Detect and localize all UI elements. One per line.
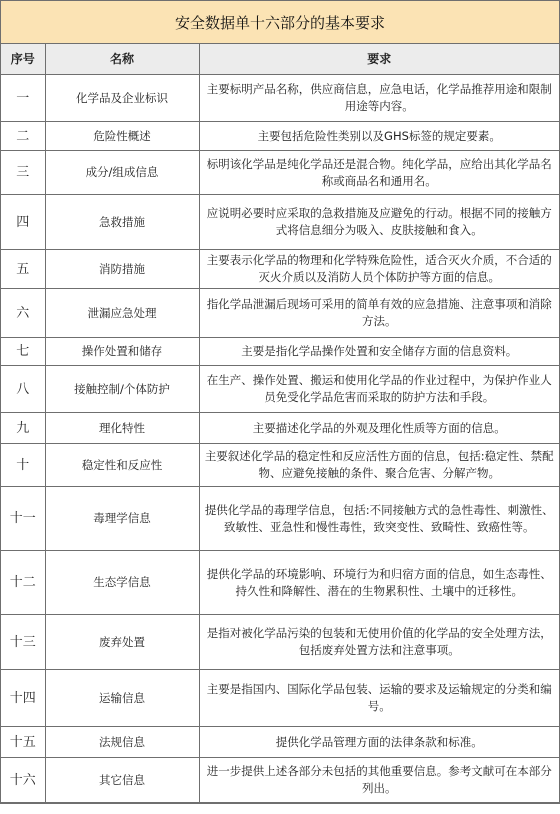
row-name: 泄漏应急处理 xyxy=(45,289,199,338)
row-requirement: 在生产、操作处置、搬运和使用化学品的作业过程中，为保护作业人员免受化学品危害而采取的防护方法和手段。 xyxy=(199,366,559,413)
sds-table xyxy=(1,44,559,803)
row-index: 十四 xyxy=(1,670,45,727)
row-requirement: 主要描述化学品的外观及理化性质等方面的信息。 xyxy=(199,413,559,444)
row-index: 十三 xyxy=(1,615,45,670)
row-requirement: 主要叙述化学品的稳定性和反应活性方面的信息，包括:稳定性、禁配物、应避免接触的条件、聚合危害、分解产物。 xyxy=(199,444,559,487)
row-index: 二 xyxy=(1,122,45,151)
row-name: 毒理学信息 xyxy=(45,487,199,551)
row-requirement: 进一步提供上述各部分未包括的其他重要信息。参考文献可在本部分列出。 xyxy=(199,758,559,803)
table-row xyxy=(1,250,559,289)
table-row xyxy=(1,75,559,122)
table-row xyxy=(1,551,559,615)
row-index: 十 xyxy=(1,444,45,487)
table-row xyxy=(1,366,559,413)
row-requirement: 主要包括危险性类别以及GHS标签的规定要素。 xyxy=(199,122,559,151)
header-index: 序号 xyxy=(1,44,45,75)
row-name: 法规信息 xyxy=(45,727,199,758)
table-row xyxy=(1,615,559,670)
row-name: 生态学信息 xyxy=(45,551,199,615)
header-row xyxy=(1,44,559,75)
row-index: 九 xyxy=(1,413,45,444)
table-row xyxy=(1,487,559,551)
row-name: 操作处置和储存 xyxy=(45,338,199,366)
row-requirement: 提供化学品的环境影响、环境行为和归宿方面的信息，如生态毒性、持久性和降解性、潜在的生物累积性、土壤中的迁移性。 xyxy=(199,551,559,615)
row-index: 六 xyxy=(1,289,45,338)
table-row xyxy=(1,413,559,444)
row-name: 运输信息 xyxy=(45,670,199,727)
row-index: 八 xyxy=(1,366,45,413)
row-requirement: 应说明必要时应采取的急救措施及应避免的行动。根据不同的接触方式将信息细分为吸入、皮肤接触和食入。 xyxy=(199,195,559,250)
row-name: 其它信息 xyxy=(45,758,199,803)
row-name: 理化特性 xyxy=(45,413,199,444)
table-row xyxy=(1,338,559,366)
row-index: 十五 xyxy=(1,727,45,758)
row-requirement: 提供化学品的毒理学信息，包括:不同接触方式的急性毒性、刺激性、致敏性、亚急性和慢性毒性，致突变性、致畸性、致癌性等。 xyxy=(199,487,559,551)
header-requirement: 要求 xyxy=(199,44,559,75)
row-requirement: 是指对被化学品污染的包装和无使用价值的化学品的安全处理方法，包括废弃处置方法和注意事项。 xyxy=(199,615,559,670)
table-row xyxy=(1,122,559,151)
row-index: 十二 xyxy=(1,551,45,615)
row-requirement: 标明该化学品是纯化学品还是混合物。纯化学品，应给出其化学品名称或商品名和通用名。 xyxy=(199,151,559,195)
row-index: 四 xyxy=(1,195,45,250)
row-requirement: 主要标明产品名称，供应商信息，应急电话，化学品推荐用途和限制用途等内容。 xyxy=(199,75,559,122)
row-requirement: 提供化学品管理方面的法律条款和标准。 xyxy=(199,727,559,758)
row-index: 十六 xyxy=(1,758,45,803)
table-row xyxy=(1,289,559,338)
row-index: 十一 xyxy=(1,487,45,551)
row-name: 稳定性和反应性 xyxy=(45,444,199,487)
row-name: 危险性概述 xyxy=(45,122,199,151)
row-name: 成分/组成信息 xyxy=(45,151,199,195)
row-index: 一 xyxy=(1,75,45,122)
row-requirement: 主要是指化学品操作处置和安全储存方面的信息资料。 xyxy=(199,338,559,366)
row-name: 废弃处置 xyxy=(45,615,199,670)
table-row xyxy=(1,195,559,250)
row-name: 消防措施 xyxy=(45,250,199,289)
header-name: 名称 xyxy=(45,44,199,75)
row-index: 五 xyxy=(1,250,45,289)
table-row xyxy=(1,670,559,727)
row-index: 七 xyxy=(1,338,45,366)
table-row xyxy=(1,727,559,758)
row-name: 接触控制/个体防护 xyxy=(45,366,199,413)
row-requirement: 主要是指国内、国际化学品包装、运输的要求及运输规定的分类和编号。 xyxy=(199,670,559,727)
table-row xyxy=(1,758,559,803)
table-row xyxy=(1,444,559,487)
row-name: 化学品及企业标识 xyxy=(45,75,199,122)
row-requirement: 主要表示化学品的物理和化学特殊危险性，适合灭火介质，不合适的灭火介质以及消防人员个体防护等方面的信息。 xyxy=(199,250,559,289)
table-row xyxy=(1,151,559,195)
row-requirement: 指化学品泄漏后现场可采用的简单有效的应急措施、注意事项和消除方法。 xyxy=(199,289,559,338)
row-name: 急救措施 xyxy=(45,195,199,250)
table-title: 安全数据单十六部分的基本要求 xyxy=(1,1,559,44)
row-index: 三 xyxy=(1,151,45,195)
